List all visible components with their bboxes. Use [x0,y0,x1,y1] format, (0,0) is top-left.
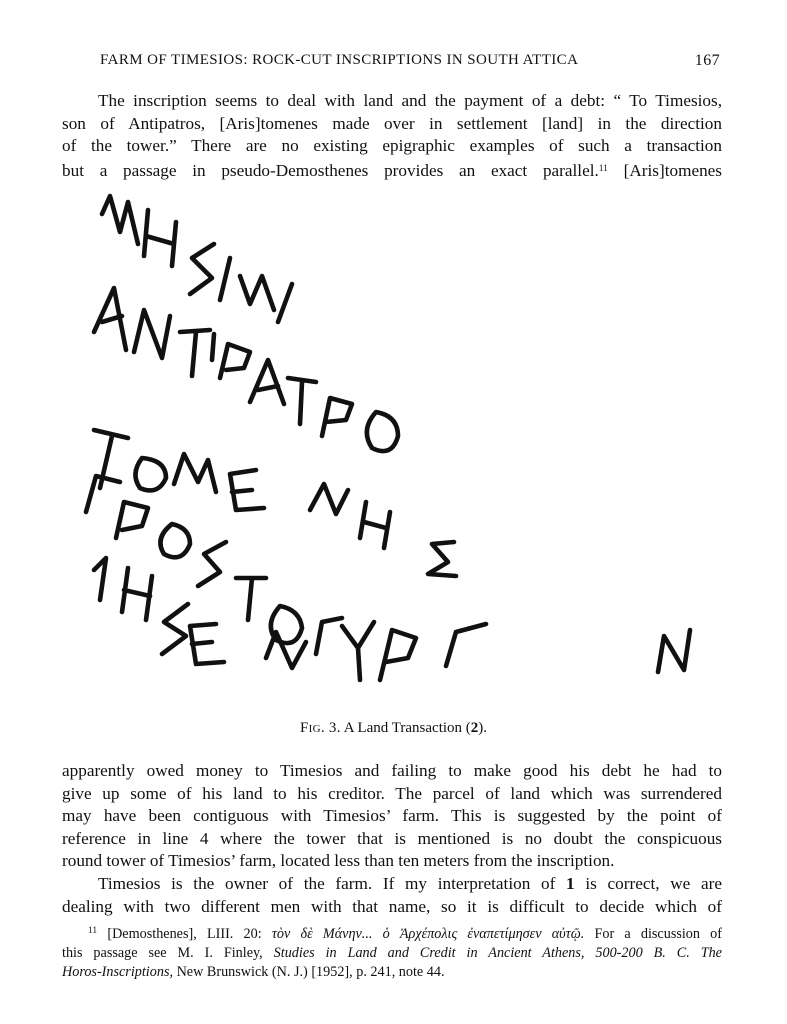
text-line [62,158,722,183]
footnote-line [62,963,722,982]
inscription-figure [80,192,720,702]
text-line: son of Antipatros, [Aris]tomenes made over in settlement [land] in the direction [62,113,722,133]
text-line: The inscription seems to deal with land and the payment of a debt: “ To Timesios, [98,91,722,110]
running-head [100,50,720,74]
inscription-drawing [80,192,720,702]
text-line: apparently owed money to Timesios and failing to make good his debt he had to [62,761,722,780]
footnote [62,922,722,982]
text-span: New Brunswick (N. J.) [1952], p. 241, note 44. [173,964,445,980]
footnote-number: 11 [88,926,98,936]
inscription-line-5 [94,558,690,680]
text-line: round tower of Timesios’ farm, located less than ten meters from the inscription. [62,851,615,871]
text-line: may have been contiguous with Timesios’ farm. This is suggested by the point of [62,806,722,826]
paragraph-intro [62,90,722,182]
caption-number: 2 [470,720,479,736]
text-line: give up some of his land to his creditor. The parcel of land which was surrendered [62,783,722,803]
footnote-ref: 11 [598,163,608,174]
inscription-line-3 [94,430,456,576]
text-line: reference in line 4 where the tower that is mentioned is no doubt the conspicuous [62,828,722,848]
text-span: but a passage in pseudo-Demosthenes provides an exact parallel. [62,160,599,180]
page-number: 167 [694,52,720,69]
paragraph-body [62,760,722,918]
footnote-line [62,922,722,944]
caption-text: A Land Transaction ( [340,720,471,736]
figure-caption [0,720,787,737]
text-line [62,873,722,896]
inscription-ref: 1 [566,873,575,893]
text-span: is correct, we are [574,873,722,893]
inscription-line-1 [102,196,292,322]
text-span: For a discussion of [584,926,722,942]
caption-text-end: ). [478,720,488,736]
text-span: Timesios is the owner of the farm. If my interpretation of [98,873,567,893]
footnote-line [62,944,722,963]
book-title-cont: Horos-Inscriptions, [62,964,174,980]
greek-quote: τὸν δὲ Μάνην... ὁ Ἀρχέπολις ἐναπετίμησεν αὐτῷ. [271,926,585,942]
inscription-line-4 [86,476,302,643]
figure-label: Fig. 3. [299,720,341,736]
text-span: [Aris]tomenes [607,160,722,180]
text-line: dealing with two different men with that name, so it is difficult to decide which of [62,896,722,916]
running-head-title: FARM OF TIMESIOS: ROCK-CUT INSCRIPTIONS IN SOUTH ATTICA [100,52,579,68]
text-span: [Demosthenes], LIII. 20: [97,926,272,942]
book-title: Studies in Land and Credit in Ancient Athens, 500-200 B. C. The [273,945,722,961]
text-line: of the tower.” There are no existing epigraphic examples of such a transaction [62,136,722,156]
text-span: this passage see M. I. Finley, [62,945,274,961]
inscription-line-2 [94,288,398,451]
